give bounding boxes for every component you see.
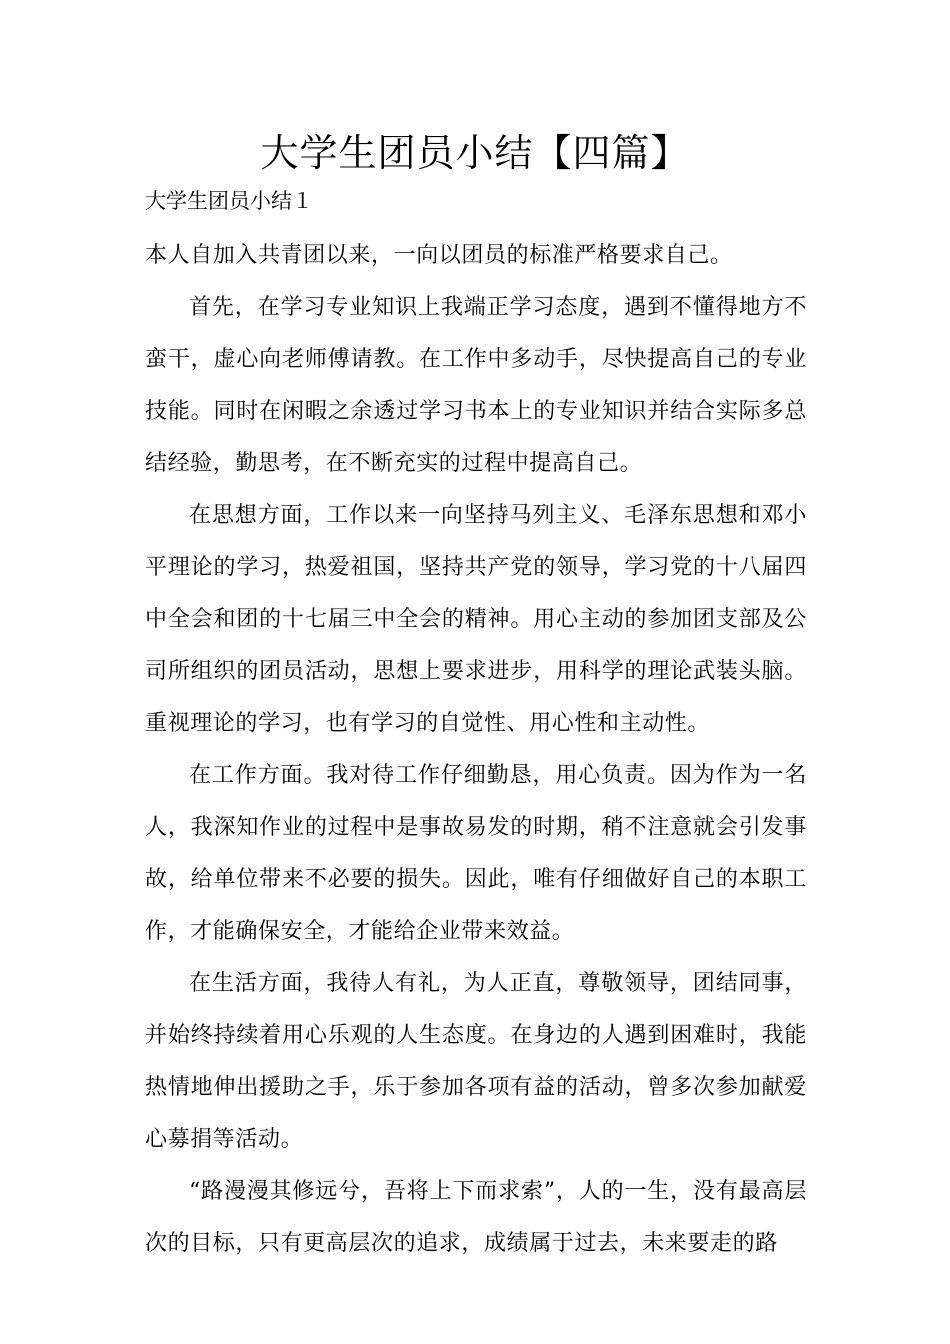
paragraph-work: 在工作方面。我对待工作仔细勤恳，用心负责。因为作为一名人，我深知作业的过程中是事故易发的时期，稍不注意就会引发事故，给单位带来不必要的损失。因此，唯有仔细做好自己的本职工作，才能确保安全，才能给企业带来效益。 xyxy=(145,763,807,944)
paragraph-study: 首先，在学习专业知识上我端正学习态度，遇到不懂得地方不蛮干，虚心向老师傅请教。在工作中多动手，尽快提高自己的专业技能。同时在闲暇之余透过学习书本上的专业知识并结合实际多总结经验，勤思考，在不断充实的过程中提高自己。 xyxy=(145,295,807,476)
paragraph-thought: 在思想方面，工作以来一向坚持马列主义、毛泽东思想和邓小平理论的学习，热爱祖国，坚持共产党的领导，学习党的十八届四中全会和团的十七届三中全会的精神。用心主动的参加团支部及公司所组织的团员活动，思想上要求进步，用科学的理论武装头脑。重视理论的学习，也有学习的自觉性、用心性和主动性。 xyxy=(145,503,807,736)
paragraph-quote: “路漫漫其修远兮，吾将上下而求索”，人的一生，没有最高层次的目标，只有更高层次的追求，成绩属于过去，未来要走的路 xyxy=(145,1179,807,1256)
document-body xyxy=(145,230,807,1270)
paragraph-intro: 本人自加入共青团以来，一向以团员的标准严格要求自己。 xyxy=(145,243,733,268)
paragraph-life: 在生活方面，我待人有礼，为人正直，尊敬领导，团结同事，并始终持续着用心乐观的人生态度。在身边的人遇到困难时，我能热情地伸出援助之手，乐于参加各项有益的活动，曾多次参加献爱心募捐等活动。 xyxy=(145,971,807,1152)
document-title: 大学生团员小结【四篇】 xyxy=(260,131,690,175)
section-heading: 大学生团员小结１ xyxy=(145,189,313,213)
